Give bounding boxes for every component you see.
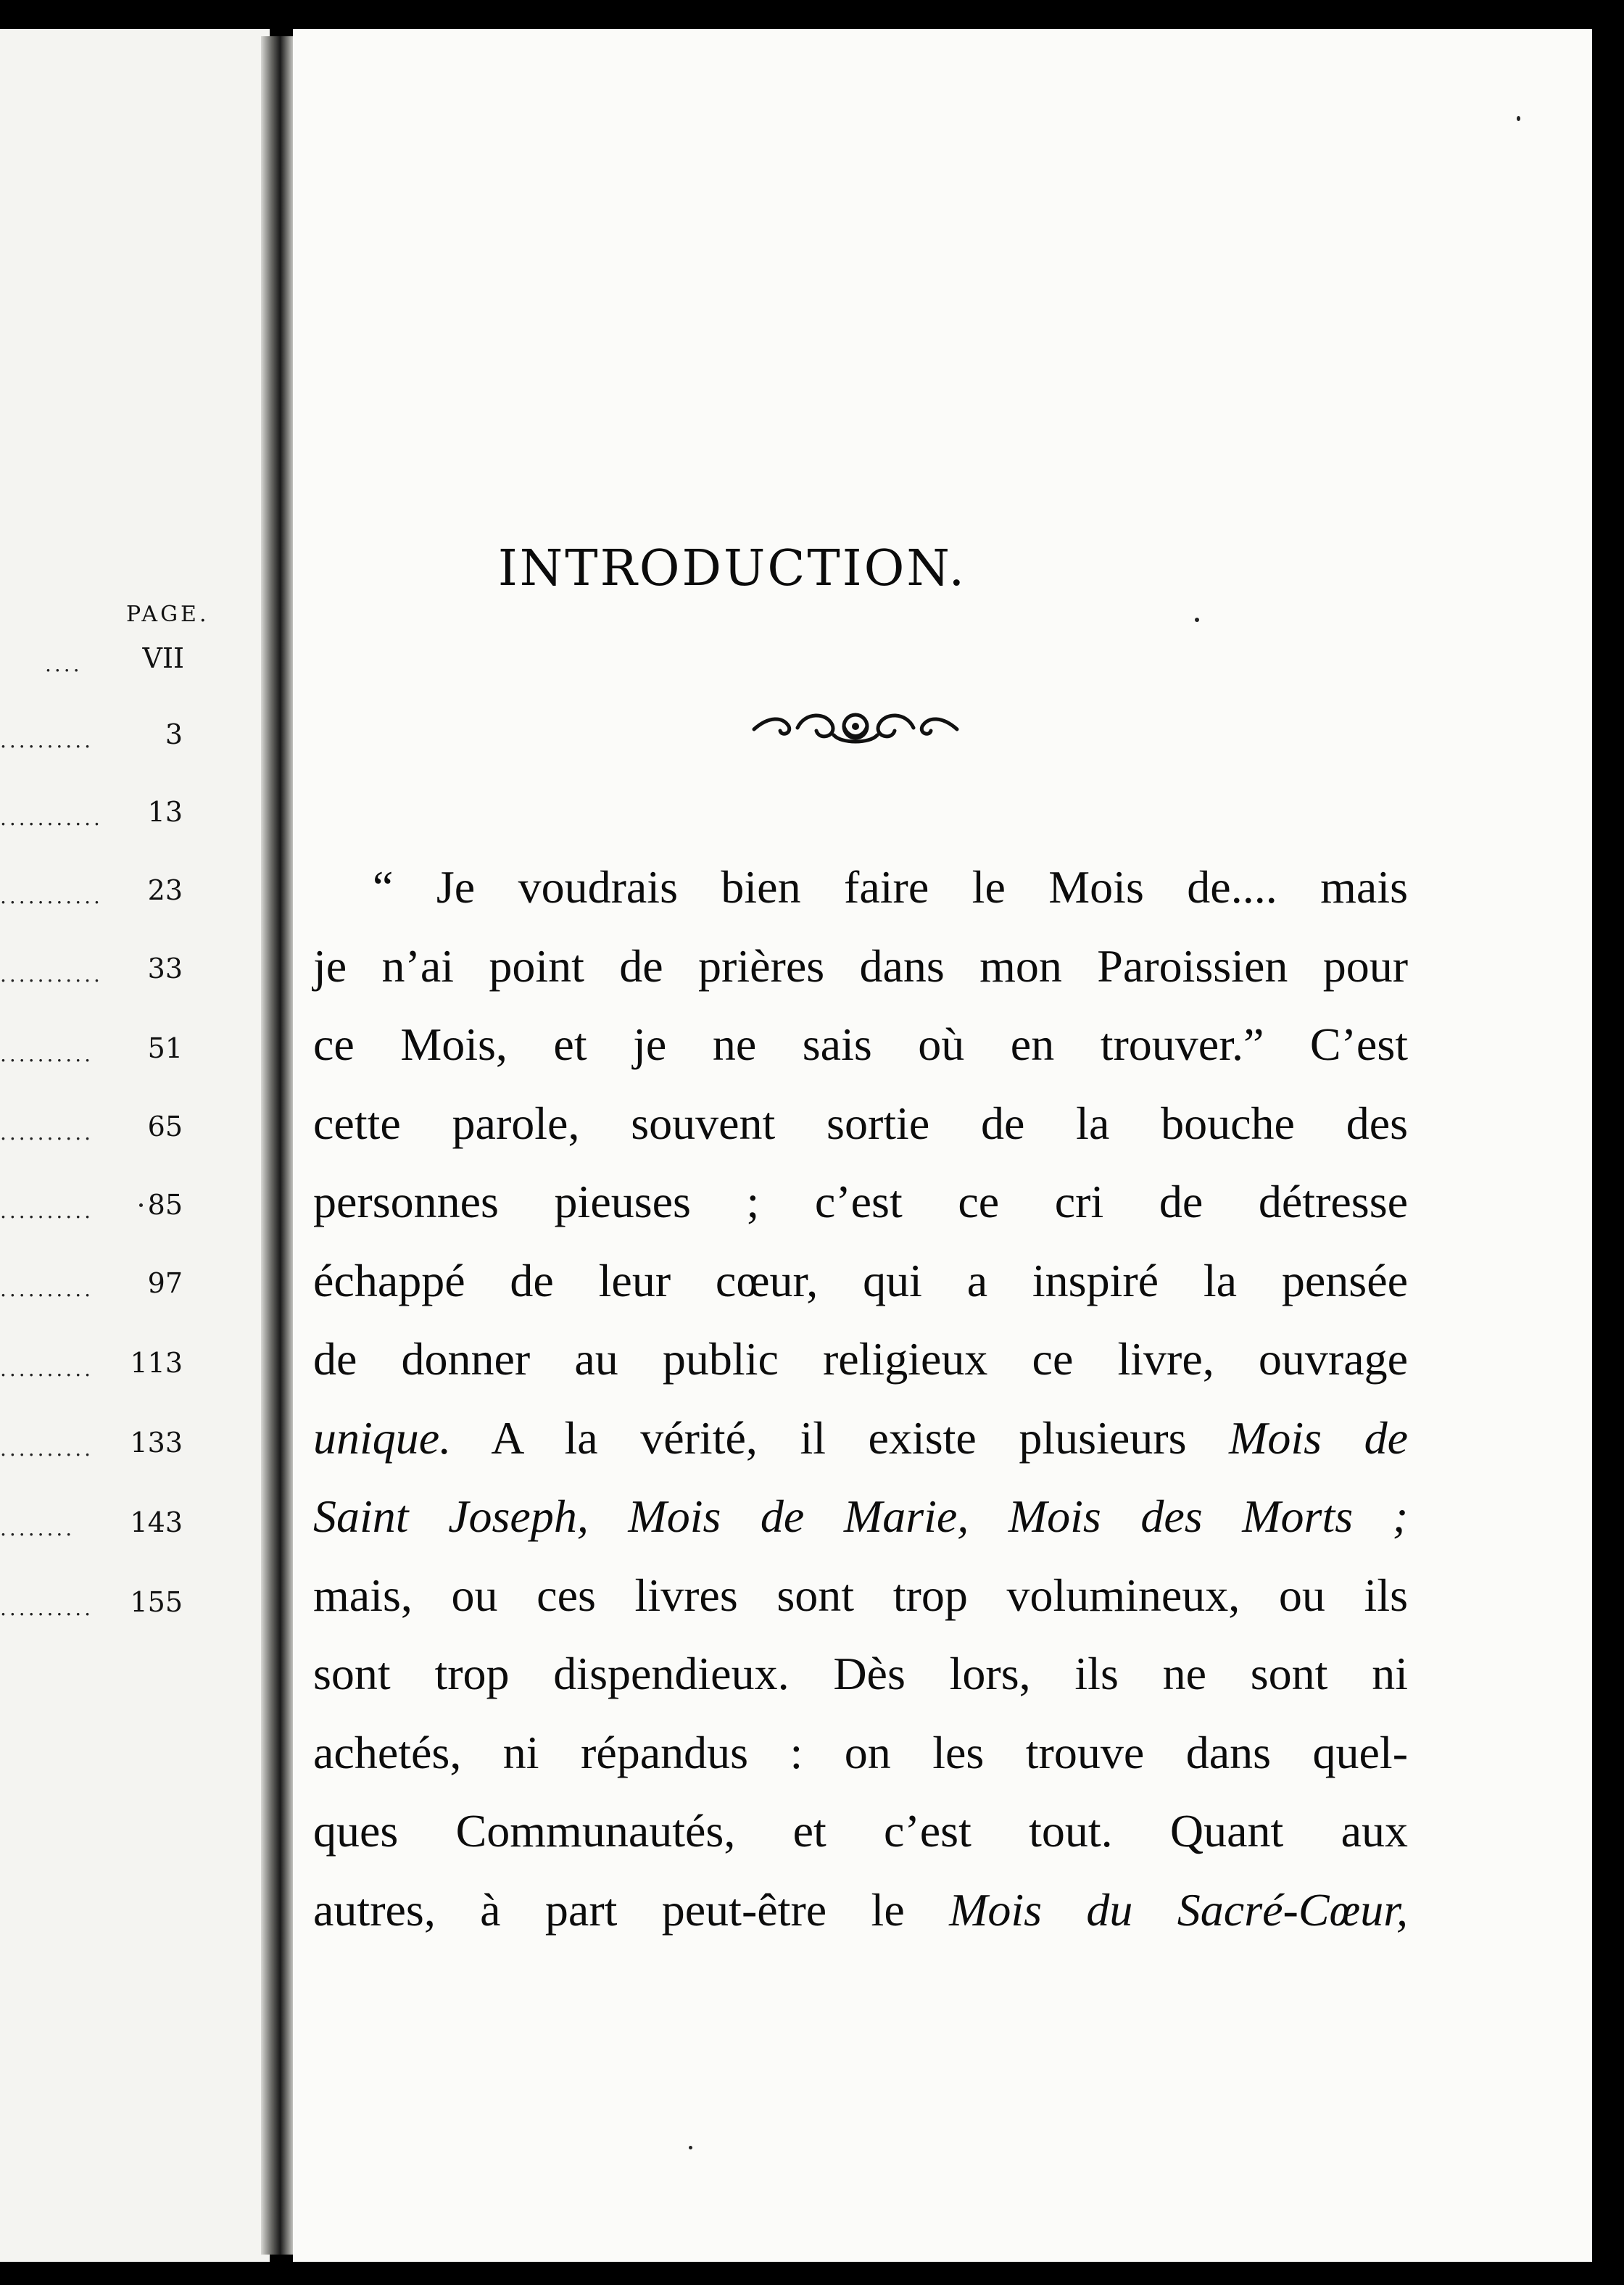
text-line — [313, 1242, 1408, 1321]
print-speck — [689, 2146, 692, 2149]
toc-entry — [45, 638, 184, 681]
print-speck — [1517, 116, 1520, 121]
toc-page-number: 155 — [130, 1586, 183, 1618]
toc-page-number: 13 — [147, 796, 183, 828]
toc-entry — [0, 1502, 183, 1546]
toc-page-number: 85 — [147, 1189, 183, 1221]
toc-page-number: 133 — [130, 1427, 183, 1459]
toc-entry — [0, 1343, 183, 1386]
toc-entry — [0, 1263, 183, 1306]
italic-text: Saint Joseph, Mois de Marie, Mois des Morts ; — [313, 1490, 1408, 1542]
toc-entry — [0, 1106, 183, 1150]
line-text: “ Je voudrais bien faire le Mois de.... mais — [373, 861, 1408, 913]
toc-entry — [0, 870, 183, 913]
decorative-ornament-icon — [747, 702, 964, 752]
toc-page-number: 3 — [165, 718, 183, 750]
left-page-toc — [0, 29, 270, 2262]
line-text: achetés, ni répandus : on les trouve dans quel- — [313, 1726, 1408, 1778]
text-line — [313, 1005, 1408, 1085]
toc-leader-dots: .......... — [0, 1277, 94, 1301]
print-speck — [1195, 618, 1199, 622]
line-text: cette parole, souvent sortie de la bouche des — [313, 1097, 1408, 1149]
text-line — [313, 1163, 1408, 1242]
toc-leader-dots: .......... — [0, 729, 94, 752]
line-text: A la vérité, il existe plusieurs — [451, 1411, 1230, 1464]
page-edge-shadow — [1592, 29, 1624, 2262]
toc-leader-dots: ........... — [0, 806, 103, 830]
text-line — [313, 1635, 1408, 1714]
line-text: mais, ou ces livres sont trop volumineux, ou ils — [313, 1569, 1408, 1621]
toc-leader-dots: .......... — [0, 1042, 94, 1066]
toc-page-number: VII — [142, 642, 184, 674]
italic-text: Mois du Sacré-Cœur, — [949, 1883, 1409, 1936]
line-text: échappé de leur cœur, qui a inspiré la pensée — [313, 1254, 1408, 1306]
toc-entry — [0, 1185, 183, 1228]
toc-page-number: 51 — [147, 1032, 183, 1064]
toc-leader-dots: ........ — [0, 1517, 75, 1540]
text-line — [313, 1714, 1408, 1793]
toc-entry — [0, 1582, 183, 1625]
line-text: sont trop dispendieux. Dès lors, ils ne sont ni — [313, 1648, 1408, 1699]
toc-leader-dots: .......... — [0, 1596, 94, 1620]
toc-leader-dots: .......... — [0, 1199, 94, 1223]
toc-entry — [0, 792, 183, 835]
toc-page-number: 23 — [147, 874, 183, 906]
text-line — [313, 848, 1408, 927]
line-text: je n’ai point de prières dans mon Paroissien pour — [313, 940, 1408, 992]
text-line — [313, 1556, 1408, 1635]
print-speck — [139, 1203, 143, 1207]
toc-page-number: 33 — [147, 953, 183, 984]
toc-entry — [0, 948, 183, 992]
toc-entry — [0, 1422, 183, 1466]
toc-leader-dots: ........... — [0, 963, 103, 987]
toc-leader-dots: ........... — [0, 884, 103, 908]
text-line — [313, 1792, 1408, 1871]
line-text: personnes pieuses ; c’est ce cri de détresse — [313, 1176, 1408, 1227]
line-text: de donner au public religieux ce livre, ouvrage — [313, 1333, 1408, 1385]
toc-entry — [0, 714, 183, 758]
italic-text: Mois de — [1229, 1411, 1409, 1464]
body-paragraph — [313, 848, 1408, 1949]
text-line — [313, 927, 1408, 1006]
line-text: ce Mois, et je ne sais où en trouver.” C’est — [313, 1019, 1408, 1070]
toc-leader-dots: .......... — [0, 1357, 94, 1381]
page-title: INTRODUCTION. — [497, 540, 967, 597]
line-text: autres, à part peut-être le — [313, 1883, 950, 1936]
toc-page-number: 65 — [147, 1111, 183, 1142]
line-text: ques Communautés, et c’est tout. Quant aux — [313, 1805, 1408, 1857]
toc-page-number: 113 — [130, 1347, 183, 1379]
toc-entry — [0, 1028, 183, 1071]
text-line — [313, 1477, 1408, 1556]
toc-page-header: PAGE. — [126, 602, 210, 627]
toc-leader-dots: .......... — [0, 1437, 94, 1461]
book-gutter — [261, 36, 296, 2255]
italic-text: unique. — [313, 1411, 452, 1464]
text-line — [313, 1320, 1408, 1399]
toc-page-number: 143 — [130, 1506, 183, 1538]
text-line — [313, 1871, 1408, 1950]
text-line — [313, 1399, 1408, 1478]
toc-leader-dots: .......... — [0, 1121, 94, 1145]
text-line — [313, 1085, 1408, 1164]
toc-page-number: 97 — [147, 1267, 183, 1299]
toc-leader-dots: .... — [45, 652, 83, 676]
